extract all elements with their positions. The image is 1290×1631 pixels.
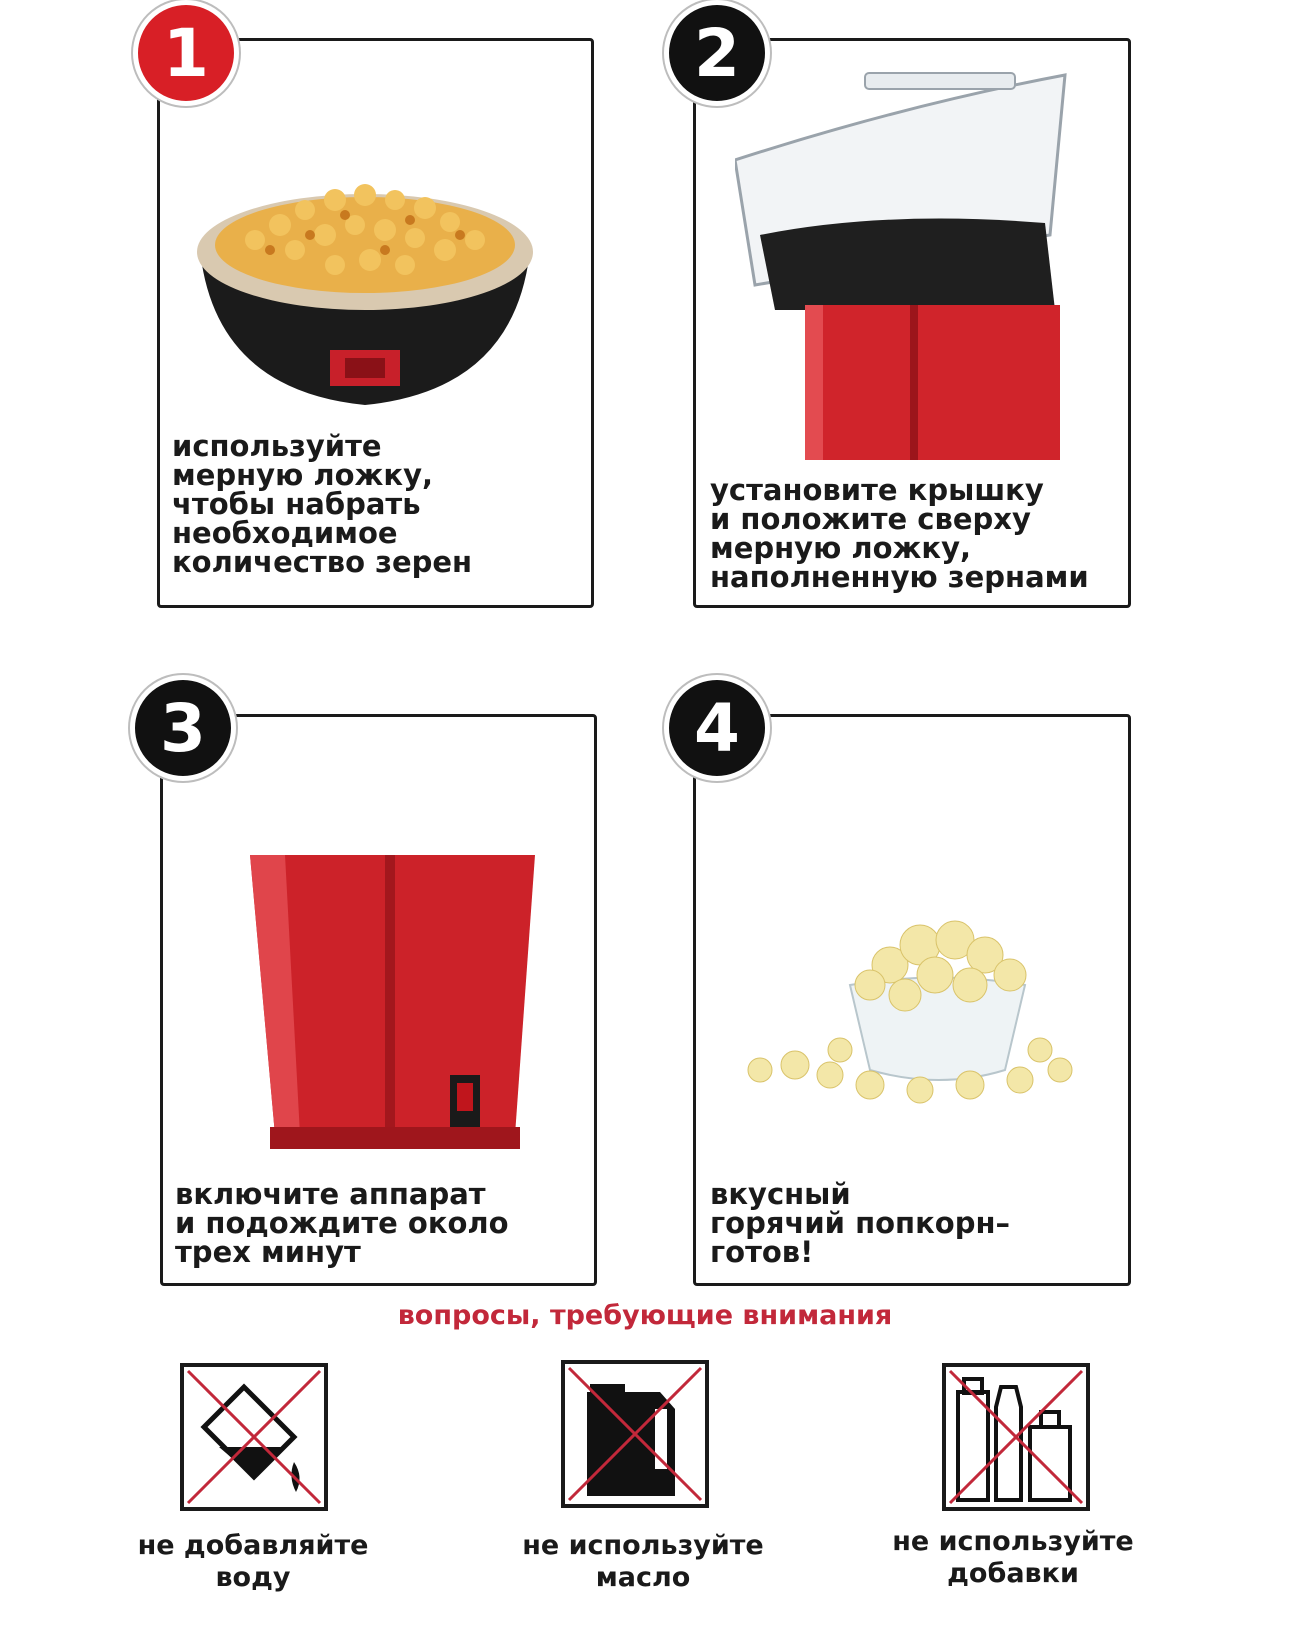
- step-badge-4: 4: [664, 675, 770, 781]
- step-badge-3: 3: [130, 675, 236, 781]
- step-1-text: используйте мерную ложку, чтобы набрать необходимое количество зерен: [172, 429, 473, 579]
- no-oil-icon: [561, 1360, 709, 1508]
- popcorn-bowl-illustration: [720, 890, 1100, 1120]
- no-water-label: не добавляйте воду: [137, 1530, 369, 1593]
- step-2-text: установите крышку и положите сверху мерную ложку, наполненную зернами: [710, 473, 1089, 594]
- popcorn-machine-lid-illustration: [735, 65, 1070, 460]
- popcorn-machine-base-illustration: [245, 845, 545, 1155]
- step-badge-2: 2: [664, 0, 770, 106]
- step-4-text: вкусный горячий попкорн– готов!: [710, 1177, 1010, 1269]
- warnings-title: вопросы, требующие внимания: [397, 1300, 893, 1331]
- corn-bowl-illustration: [185, 140, 545, 410]
- step-3-text: включите аппарат и подождите около трех минут: [175, 1177, 509, 1269]
- no-oil-label: не используйте масло: [522, 1530, 764, 1593]
- no-water-icon: [180, 1363, 328, 1511]
- no-additives-label: не используйте добавки: [892, 1526, 1134, 1589]
- no-additives-icon: [942, 1363, 1090, 1511]
- step-badge-1: 1: [133, 0, 239, 106]
